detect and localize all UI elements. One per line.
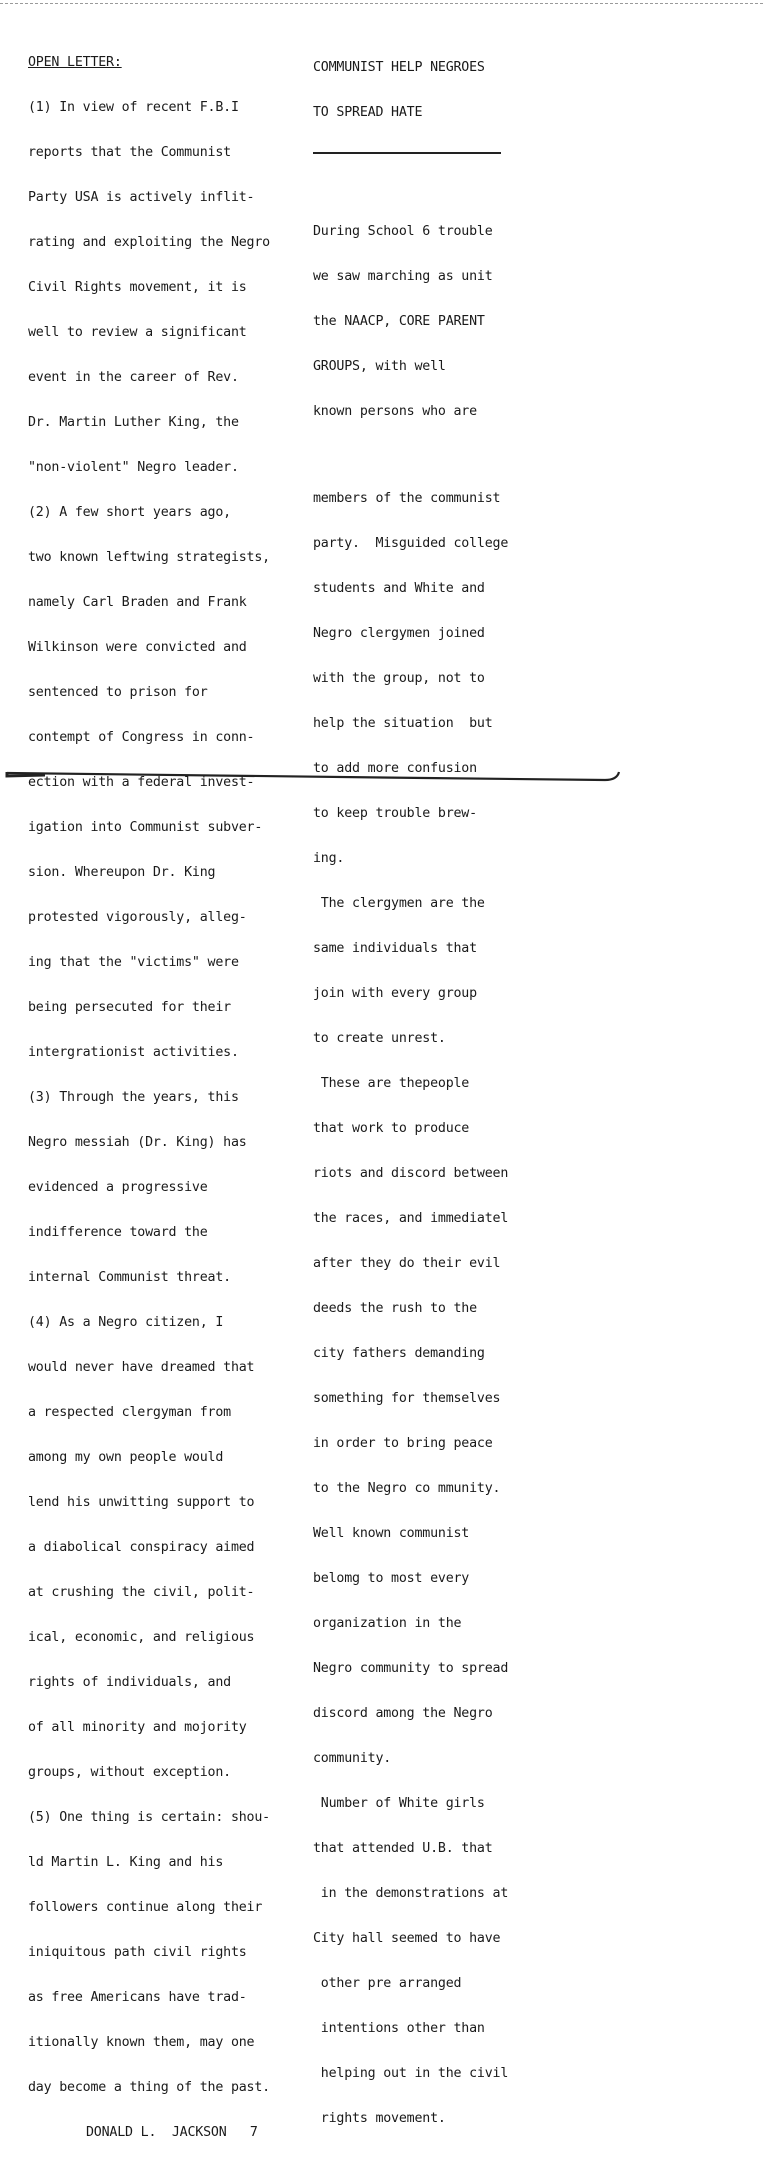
- article-title: TO SPREAD HATE: [313, 105, 423, 120]
- letter-line: sentenced to prison for: [28, 685, 208, 700]
- letter-line: (3) Through the years, this: [28, 1090, 239, 1105]
- article-line: party. Misguided college: [313, 536, 509, 551]
- article-title: COMMUNIST HELP NEGROES: [313, 60, 485, 75]
- letter-line: a diabolical conspiracy aimed: [28, 1540, 255, 1555]
- letter-line: internal Communist threat.: [28, 1270, 231, 1285]
- article-line: Negro community to spread: [313, 1661, 509, 1676]
- article-line: These are thepeople: [313, 1076, 470, 1091]
- letter-line: (4) As a Negro citizen, I: [28, 1315, 224, 1330]
- article-line: same individuals that: [313, 941, 477, 956]
- letter-line: event in the career of Rev.: [28, 370, 239, 385]
- letter-line: Wilkinson were convicted and: [28, 640, 247, 655]
- spacer: [313, 188, 548, 194]
- article-line: join with every group: [313, 986, 477, 1001]
- article-line: discord among the Negro: [313, 1706, 493, 1721]
- letter-line: two known leftwing strategists,: [28, 550, 270, 565]
- article-line: other pre arranged: [313, 1976, 462, 1991]
- article-line: that attended U.B. that: [313, 1841, 493, 1856]
- letter-line: day become a thing of the past.: [28, 2080, 270, 2095]
- letter-line: (5) One thing is certain: shou-: [28, 1810, 270, 1825]
- letter-line: ld Martin L. King and his: [28, 1855, 224, 1870]
- letter-line: "non-violent" Negro leader.: [28, 460, 239, 475]
- letter-line: at crushing the civil, polit-: [28, 1585, 255, 1600]
- article-line: GROUPS, with well: [313, 359, 446, 374]
- letter-line: igation into Communist subver-: [28, 820, 263, 835]
- article-line: City hall seemed to have: [313, 1931, 501, 1946]
- letter-line: ection with a federal invest-: [28, 775, 255, 790]
- letter-line: (1) In view of recent F.B.I: [28, 100, 239, 115]
- open-letter-column: [28, 25, 313, 2170]
- letter-line: a respected clergyman from: [28, 1405, 231, 1420]
- article-line: members of the communist: [313, 491, 501, 506]
- letter-line: Negro messiah (Dr. King) has: [28, 1135, 247, 1150]
- letter-line: ical, economic, and religious: [28, 1630, 255, 1645]
- signature: DONALD L. JACKSON 7: [86, 2125, 258, 2140]
- article-line: the NAACP, CORE PARENT: [313, 314, 485, 329]
- open-letter-heading: OPEN LETTER:: [28, 55, 122, 70]
- letter-line: followers continue along their: [28, 1900, 263, 1915]
- article-line: after they do their evil: [313, 1256, 501, 1271]
- article-line: students and White and: [313, 581, 485, 596]
- article-line: The clergymen are the: [313, 896, 485, 911]
- title-underline: [313, 152, 501, 154]
- letter-line: itionally known them, may one: [28, 2035, 255, 2050]
- letter-line: well to review a significant: [28, 325, 247, 340]
- letter-line: being persecuted for their: [28, 1000, 231, 1015]
- letter-line: lend his unwitting support to: [28, 1495, 255, 1510]
- article-line: riots and discord between: [313, 1166, 509, 1181]
- article-line: belomg to most every: [313, 1571, 470, 1586]
- article-line: During School 6 trouble: [313, 224, 493, 239]
- letter-line: Party USA is actively inflit-: [28, 190, 255, 205]
- top-edge-line: [0, 3, 763, 4]
- article-line: to keep trouble brew-: [313, 806, 477, 821]
- letter-line: would never have dreamed that: [28, 1360, 255, 1375]
- letter-line: reports that the Communist: [28, 145, 231, 160]
- article-line: help the situation but: [313, 716, 493, 731]
- letter-line: rating and exploiting the Negro: [28, 235, 270, 250]
- letter-line: evidenced a progressive: [28, 1180, 208, 1195]
- letter-line: rights of individuals, and: [28, 1675, 231, 1690]
- article-line: Well known communist: [313, 1526, 470, 1541]
- article-line: deeds the rush to the: [313, 1301, 477, 1316]
- letter-line: sion. Whereupon Dr. King: [28, 865, 216, 880]
- letter-line: (2) A few short years ago,: [28, 505, 231, 520]
- article-line: community.: [313, 1751, 392, 1766]
- article-line: in order to bring peace: [313, 1436, 493, 1451]
- article-line: Negro clergymen joined: [313, 626, 485, 641]
- letter-line: protested vigorously, alleg-: [28, 910, 247, 925]
- spacer: [313, 449, 548, 461]
- clipping-bottom-edge: [5, 770, 620, 784]
- article-line: known persons who are: [313, 404, 477, 419]
- letter-line: iniquitous path civil rights: [28, 1945, 247, 1960]
- letter-line: indifference toward the: [28, 1225, 208, 1240]
- article-line: to the Negro co mmunity.: [313, 1481, 501, 1496]
- letter-line: namely Carl Braden and Frank: [28, 595, 247, 610]
- letter-line: groups, without exception.: [28, 1765, 231, 1780]
- article-line: in the demonstrations at: [313, 1886, 509, 1901]
- article-line: the races, and immediatel: [313, 1211, 509, 1226]
- article-line: Number of White girls: [313, 1796, 485, 1811]
- letter-line: Civil Rights movement, it is: [28, 280, 247, 295]
- article-line: with the group, not to: [313, 671, 485, 686]
- article-line: helping out in the civil: [313, 2066, 509, 2081]
- letter-line: among my own people would: [28, 1450, 224, 1465]
- article-line: to add more confusion: [313, 761, 477, 776]
- article-line: ing.: [313, 851, 345, 866]
- article-line: organization in the: [313, 1616, 462, 1631]
- article-column: [313, 30, 548, 2156]
- letter-line: Dr. Martin Luther King, the: [28, 415, 239, 430]
- letter-line: ing that the "victims" were: [28, 955, 239, 970]
- letter-line: contempt of Congress in conn-: [28, 730, 255, 745]
- letter-line: of all minority and mojority: [28, 1720, 247, 1735]
- article-line: intentions other than: [313, 2021, 485, 2036]
- article-line: we saw marching as unit: [313, 269, 493, 284]
- article-line: that work to produce: [313, 1121, 470, 1136]
- article-line: something for themselves: [313, 1391, 501, 1406]
- article-line: city fathers demanding: [313, 1346, 485, 1361]
- article-line: to create unrest.: [313, 1031, 446, 1046]
- article-line: rights movement.: [313, 2111, 446, 2126]
- letter-line: intergrationist activities.: [28, 1045, 239, 1060]
- letter-line: as free Americans have trad-: [28, 1990, 247, 2005]
